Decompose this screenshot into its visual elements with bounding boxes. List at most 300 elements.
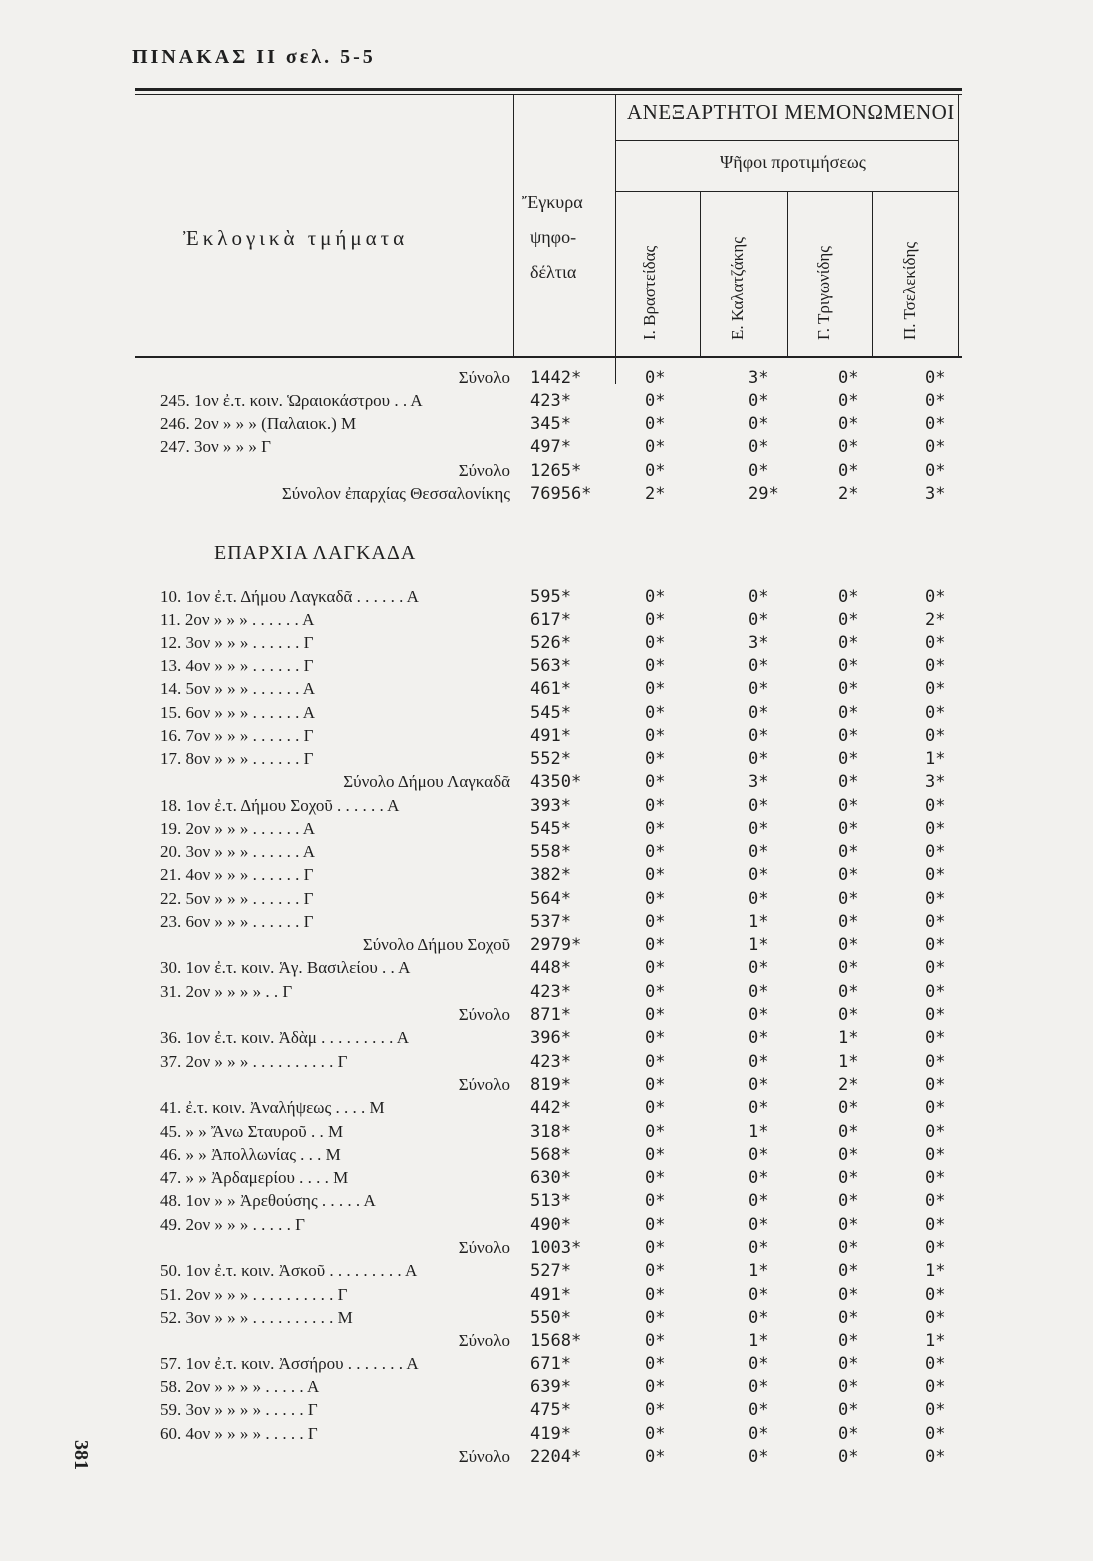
- pref-vote-cell: 0*: [925, 935, 946, 955]
- row-label: 45. » » Ἄνω Σταυροῦ . . Μ: [160, 1122, 344, 1141]
- table-row: [0, 1191, 1093, 1214]
- pref-vote-cell: 0*: [645, 1005, 666, 1025]
- table-row: [0, 437, 1093, 460]
- col-divider-c1: [700, 191, 701, 356]
- valid-ballots-cell: 1265*: [530, 461, 582, 481]
- pref-vote-cell: 0*: [838, 935, 859, 955]
- pref-vote-cell: 0*: [645, 1215, 666, 1235]
- pref-vote-cell: 0*: [748, 889, 769, 909]
- pref-vote-cell: 0*: [748, 679, 769, 699]
- pref-vote-cell: 0*: [925, 1424, 946, 1444]
- pref-vote-cell: 0*: [925, 819, 946, 839]
- pref-vote-cell: 0*: [838, 1400, 859, 1420]
- row-label: Σύνολο: [458, 1005, 510, 1024]
- total-row: [0, 935, 1093, 958]
- pref-vote-cell: 0*: [748, 1400, 769, 1420]
- pref-vote-cell: 0*: [925, 1098, 946, 1118]
- valid-ballots-cell: 1568*: [530, 1331, 582, 1351]
- candidate-header-1: Ι. Βραστείδας: [640, 245, 659, 340]
- valid-ballots-cell: 513*: [530, 1191, 571, 1211]
- pref-vote-cell: 1*: [838, 1028, 859, 1048]
- pref-vote-cell: 3*: [748, 633, 769, 653]
- pref-vote-cell: 0*: [748, 1447, 769, 1467]
- pref-vote-cell: 0*: [748, 865, 769, 885]
- pref-vote-cell: 0*: [925, 1400, 946, 1420]
- pref-vote-cell: 0*: [748, 656, 769, 676]
- sections-label: Ἐκλογικὰ τμήματα: [183, 226, 409, 250]
- pref-vote-cell: 0*: [925, 656, 946, 676]
- pref-vote-cell: 29*: [748, 484, 779, 504]
- pref-vote-cell: 3*: [748, 772, 769, 792]
- total-row: [0, 368, 1093, 391]
- pref-vote-cell: 0*: [925, 982, 946, 1002]
- pref-vote-cell: 0*: [645, 587, 666, 607]
- valid-ballots-cell: 318*: [530, 1122, 571, 1142]
- pref-vote-cell: 0*: [645, 865, 666, 885]
- pref-vote-cell: 1*: [748, 1331, 769, 1351]
- table-row: [0, 1122, 1093, 1145]
- row-label: 19. 2ον » » » . . . . . . Α: [160, 819, 316, 838]
- pref-vote-cell: 0*: [838, 912, 859, 932]
- pref-vote-cell: 0*: [838, 587, 859, 607]
- col-divider-c2: [787, 191, 788, 356]
- pref-vote-cell: 0*: [925, 587, 946, 607]
- total-row: [0, 772, 1093, 795]
- valid-ballots-cell: 526*: [530, 633, 571, 653]
- pref-vote-cell: 0*: [748, 796, 769, 816]
- valid-ballots-cell: 819*: [530, 1075, 571, 1095]
- pref-vote-cell: 0*: [645, 610, 666, 630]
- section-title: ΕΠΑΡΧΙΑ ΛΑΓΚΑΔΑ: [214, 542, 417, 564]
- valid-ballots-cell: 461*: [530, 679, 571, 699]
- table-row: [0, 1052, 1093, 1075]
- table-row: [0, 703, 1093, 726]
- pref-vote-cell: 0*: [748, 1377, 769, 1397]
- pref-vote-cell: 0*: [645, 656, 666, 676]
- pref-vote-cell: 0*: [645, 1424, 666, 1444]
- pref-vote-cell: 0*: [925, 958, 946, 978]
- valid-ballots-cell: 442*: [530, 1098, 571, 1118]
- pref-vote-cell: 0*: [748, 610, 769, 630]
- row-label: 20. 3ον » » » . . . . . . Α: [160, 842, 316, 861]
- valid-ballots-cell: 491*: [530, 1285, 571, 1305]
- valid-ballots-cell: 423*: [530, 1052, 571, 1072]
- row-label: 57. 1ον ἐ.τ. κοιν. Ἀσσήρου . . . . . . . Α: [160, 1354, 419, 1373]
- valid-ballots-cell: 419*: [530, 1424, 571, 1444]
- pref-vote-cell: 0*: [838, 368, 859, 388]
- page-title: ΠΙΝΑΚΑΣ ΙΙ σελ. 5-5: [132, 46, 376, 68]
- pref-vote-cell: 0*: [645, 1098, 666, 1118]
- col-divider-right: [958, 94, 959, 356]
- total-row: [0, 484, 1093, 507]
- pref-vote-cell: 0*: [838, 1122, 859, 1142]
- valid-ballots-cell: 563*: [530, 656, 571, 676]
- valid-ballots-cell: 490*: [530, 1215, 571, 1235]
- valid-ballots-cell: 1442*: [530, 368, 582, 388]
- total-row: [0, 1005, 1093, 1028]
- row-label: 11. 2ον » » » . . . . . . Α: [160, 610, 315, 629]
- pref-vote-cell: 0*: [645, 1285, 666, 1305]
- pref-vote-cell: 1*: [748, 935, 769, 955]
- pref-vote-cell: 0*: [838, 958, 859, 978]
- pref-vote-cell: 0*: [645, 1377, 666, 1397]
- header-bottom-rule: [135, 356, 962, 358]
- valid-label-3: δέλτια: [530, 262, 577, 282]
- row-label: 23. 6ον » » » . . . . . . Γ: [160, 912, 314, 931]
- row-label: 245. 1ον ἐ.τ. κοιν. Ὡραιοκάστρου . . Α: [160, 391, 423, 410]
- pref-vote-cell: 0*: [838, 1098, 859, 1118]
- pref-vote-cell: 0*: [838, 1191, 859, 1211]
- col-divider-valid: [615, 94, 616, 384]
- pref-vote-cell: 0*: [838, 726, 859, 746]
- row-label: 17. 8ον » » » . . . . . . Γ: [160, 749, 314, 768]
- pref-vote-cell: 0*: [748, 1424, 769, 1444]
- pref-vote-cell: 0*: [645, 958, 666, 978]
- pref-vote-cell: 0*: [645, 1354, 666, 1374]
- row-label: 18. 1ον ἐ.τ. Δήμου Σοχοῦ . . . . . . Α: [160, 796, 400, 815]
- table-row: [0, 819, 1093, 842]
- row-label: 15. 6ον » » » . . . . . . Α: [160, 703, 316, 722]
- pref-vote-cell: 0*: [838, 656, 859, 676]
- pref-vote-cell: 0*: [748, 726, 769, 746]
- table-top-rule: [135, 88, 962, 91]
- table-row: [0, 726, 1093, 749]
- pref-vote-cell: 1*: [925, 1261, 946, 1281]
- page-number: 381: [70, 1440, 92, 1470]
- pref-vote-cell: 0*: [925, 1191, 946, 1211]
- valid-ballots-cell: 448*: [530, 958, 571, 978]
- valid-ballots-cell: 527*: [530, 1261, 571, 1281]
- pref-vote-cell: 0*: [645, 772, 666, 792]
- pref-votes-title: Ψῆφοι προτιμήσεως: [720, 152, 866, 172]
- row-label: 60. 4ον » » » » . . . . . Γ: [160, 1424, 318, 1443]
- pref-vote-cell: 0*: [748, 749, 769, 769]
- pref-vote-cell: 0*: [645, 1145, 666, 1165]
- pref-vote-cell: 0*: [748, 842, 769, 862]
- valid-ballots-cell: 537*: [530, 912, 571, 932]
- pref-vote-cell: 0*: [748, 1028, 769, 1048]
- table-row: [0, 391, 1093, 414]
- pref-vote-cell: 0*: [748, 958, 769, 978]
- pref-vote-cell: 0*: [838, 1447, 859, 1467]
- row-label: 246. 2ον » » » (Παλαιοκ.) Μ: [160, 414, 357, 433]
- pref-vote-cell: 0*: [838, 610, 859, 630]
- row-label: 47. » » Ἀρδαμερίου . . . . Μ: [160, 1168, 349, 1187]
- valid-ballots-cell: 568*: [530, 1145, 571, 1165]
- row-label: Σύνολο: [458, 1238, 510, 1257]
- pref-vote-cell: 0*: [748, 391, 769, 411]
- pref-vote-cell: 0*: [838, 1285, 859, 1305]
- pref-vote-cell: 0*: [645, 1028, 666, 1048]
- total-row: [0, 1447, 1093, 1470]
- pref-vote-cell: 0*: [838, 1308, 859, 1328]
- pref-vote-cell: 1*: [748, 912, 769, 932]
- row-label: 21. 4ον » » » . . . . . . Γ: [160, 865, 314, 884]
- row-label: 37. 2ον » » » . . . . . . . . . . Γ: [160, 1052, 348, 1071]
- row-label: 48. 1ον » » Ἀρεθούσης . . . . . Α: [160, 1191, 376, 1210]
- pref-vote-cell: 0*: [748, 1052, 769, 1072]
- pref-vote-cell: 0*: [925, 437, 946, 457]
- pref-vote-cell: 0*: [645, 437, 666, 457]
- pref-vote-cell: 0*: [838, 819, 859, 839]
- pref-vote-cell: 0*: [925, 796, 946, 816]
- row-label: 52. 3ον » » » . . . . . . . . . . Μ: [160, 1308, 353, 1327]
- table-row: [0, 958, 1093, 981]
- pref-vote-cell: 0*: [838, 749, 859, 769]
- pref-vote-cell: 0*: [645, 726, 666, 746]
- pref-vote-cell: 0*: [838, 1261, 859, 1281]
- pref-vote-cell: 0*: [925, 1215, 946, 1235]
- pref-vote-cell: 0*: [748, 1215, 769, 1235]
- pref-vote-cell: 0*: [838, 796, 859, 816]
- pref-vote-cell: 2*: [925, 610, 946, 630]
- row-label: 46. » » Ἀπολλωνίας . . . Μ: [160, 1145, 341, 1164]
- valid-ballots-cell: 545*: [530, 819, 571, 839]
- pref-vote-cell: 0*: [838, 633, 859, 653]
- pref-vote-cell: 0*: [748, 414, 769, 434]
- row-label: Σύνολο: [458, 368, 510, 387]
- table-row: [0, 1098, 1093, 1121]
- valid-ballots-cell: 639*: [530, 1377, 571, 1397]
- pref-vote-cell: 0*: [838, 1005, 859, 1025]
- total-row: [0, 1238, 1093, 1261]
- row-label: Σύνολο: [458, 1447, 510, 1466]
- row-label: 14. 5ον » » » . . . . . . Α: [160, 679, 316, 698]
- valid-ballots-cell: 345*: [530, 414, 571, 434]
- pref-vote-cell: 0*: [645, 912, 666, 932]
- pref-vote-cell: 0*: [645, 461, 666, 481]
- pref-vote-cell: 2*: [838, 484, 859, 504]
- pref-vote-cell: 0*: [645, 1331, 666, 1351]
- valid-ballots-cell: 497*: [530, 437, 571, 457]
- pref-vote-cell: 0*: [838, 1354, 859, 1374]
- table-row: [0, 414, 1093, 437]
- row-label: 41. ἐ.τ. κοιν. Ἀναλήψεως . . . . Μ: [160, 1098, 385, 1117]
- pref-vote-cell: 0*: [925, 1005, 946, 1025]
- pref-vote-cell: 0*: [838, 842, 859, 862]
- row-label: 16. 7ον » » » . . . . . . Γ: [160, 726, 314, 745]
- valid-ballots-cell: 552*: [530, 749, 571, 769]
- pref-vote-cell: 1*: [838, 1052, 859, 1072]
- row-label: 22. 5ον » » » . . . . . . Γ: [160, 889, 314, 908]
- pref-vote-cell: 0*: [925, 414, 946, 434]
- candidate-header-2: Ε. Καλατζάκης: [728, 237, 747, 340]
- pref-vote-cell: 0*: [748, 819, 769, 839]
- pref-vote-cell: 0*: [925, 1122, 946, 1142]
- pref-vote-cell: 0*: [925, 1052, 946, 1072]
- pref-vote-cell: 0*: [838, 461, 859, 481]
- valid-ballots-cell: 382*: [530, 865, 571, 885]
- pref-vote-cell: 0*: [838, 1168, 859, 1188]
- table-row: [0, 749, 1093, 772]
- pref-vote-cell: 0*: [838, 437, 859, 457]
- valid-ballots-cell: 491*: [530, 726, 571, 746]
- pref-vote-cell: 0*: [645, 633, 666, 653]
- row-label: 59. 3ον » » » » . . . . . Γ: [160, 1400, 318, 1419]
- valid-ballots-cell: 550*: [530, 1308, 571, 1328]
- pref-vote-cell: 0*: [748, 1354, 769, 1374]
- table-row: [0, 633, 1093, 656]
- row-label: 58. 2ον » » » » . . . . . Α: [160, 1377, 320, 1396]
- table-row: [0, 865, 1093, 888]
- valid-ballots-cell: 558*: [530, 842, 571, 862]
- pref-vote-cell: 1*: [748, 1261, 769, 1281]
- valid-ballots-cell: 4350*: [530, 772, 582, 792]
- candidate-header-4: Π. Τσελεκίδης: [900, 241, 919, 340]
- pref-vote-cell: 0*: [838, 1145, 859, 1165]
- valid-ballots-cell: 617*: [530, 610, 571, 630]
- pref-vote-cell: 0*: [925, 1377, 946, 1397]
- pref-vote-cell: 0*: [925, 1308, 946, 1328]
- pref-vote-cell: 0*: [748, 1145, 769, 1165]
- group-title: ΑΝΕΞΑΡΤΗΤΟΙ ΜΕΜΟΝΩΜΕΝΟΙ: [627, 100, 955, 124]
- pref-vote-cell: 1*: [748, 1122, 769, 1142]
- table-row: [0, 796, 1093, 819]
- pref-vote-cell: 0*: [838, 391, 859, 411]
- pref-vote-cell: 2*: [645, 484, 666, 504]
- table-row: [0, 1377, 1093, 1400]
- table-row: [0, 1028, 1093, 1051]
- pref-vote-cell: 0*: [748, 1191, 769, 1211]
- pref-vote-cell: 0*: [838, 1424, 859, 1444]
- pref-vote-cell: 0*: [645, 1075, 666, 1095]
- group-title-rule: [615, 140, 958, 141]
- pref-vote-cell: 0*: [748, 587, 769, 607]
- valid-ballots-cell: 871*: [530, 1005, 571, 1025]
- pref-vote-cell: 0*: [925, 1447, 946, 1467]
- pref-vote-cell: 0*: [645, 819, 666, 839]
- pref-vote-cell: 0*: [838, 772, 859, 792]
- pref-vote-cell: 0*: [748, 1075, 769, 1095]
- row-label: 50. 1ον ἐ.τ. κοιν. Ἀσκοῦ . . . . . . . . . Α: [160, 1261, 418, 1280]
- pref-vote-cell: 0*: [838, 414, 859, 434]
- valid-ballots-cell: 423*: [530, 391, 571, 411]
- pref-vote-cell: 0*: [748, 1308, 769, 1328]
- row-label: 31. 2ον » » » » . . Γ: [160, 982, 293, 1001]
- pref-vote-cell: 0*: [645, 935, 666, 955]
- pref-vote-cell: 0*: [838, 865, 859, 885]
- pref-vote-cell: 0*: [925, 1168, 946, 1188]
- row-label: 36. 1ον ἐ.τ. κοιν. Ἀδὰμ . . . . . . . . . Α: [160, 1028, 410, 1047]
- table-row: [0, 1261, 1093, 1284]
- pref-vote-cell: 0*: [645, 749, 666, 769]
- pref-vote-cell: 0*: [645, 842, 666, 862]
- pref-vote-cell: 0*: [925, 1145, 946, 1165]
- pref-vote-cell: 0*: [645, 889, 666, 909]
- pref-vote-cell: 3*: [748, 368, 769, 388]
- pref-vote-cell: 3*: [925, 484, 946, 504]
- valid-ballots-cell: 2979*: [530, 935, 582, 955]
- valid-ballots-cell: 595*: [530, 587, 571, 607]
- pref-vote-cell: 0*: [645, 414, 666, 434]
- row-label: Σύνολο Δήμου Σοχοῦ: [362, 935, 510, 954]
- pref-vote-cell: 0*: [838, 1215, 859, 1235]
- valid-ballots-cell: 2204*: [530, 1447, 582, 1467]
- row-label: 247. 3ον » » » Γ: [160, 437, 272, 456]
- total-row: [0, 1075, 1093, 1098]
- pref-vote-cell: 0*: [748, 1168, 769, 1188]
- pref-vote-cell: 0*: [645, 368, 666, 388]
- table-top-rule-thin: [135, 94, 962, 95]
- valid-ballots-cell: 630*: [530, 1168, 571, 1188]
- pref-vote-cell: 0*: [645, 1238, 666, 1258]
- pref-vote-cell: 0*: [645, 391, 666, 411]
- pref-vote-cell: 0*: [748, 461, 769, 481]
- table-row: [0, 1145, 1093, 1168]
- row-label: 10. 1ον ἐ.τ. Δήμου Λαγκαδᾶ . . . . . . Α: [160, 587, 419, 606]
- pref-vote-cell: 0*: [838, 1238, 859, 1258]
- valid-ballots-cell: 76956*: [530, 484, 592, 504]
- pref-vote-cell: 0*: [645, 982, 666, 1002]
- pref-vote-cell: 0*: [925, 1028, 946, 1048]
- pref-vote-cell: 0*: [925, 703, 946, 723]
- pref-vote-cell: 3*: [925, 772, 946, 792]
- row-label: 49. 2ον » » » . . . . . Γ: [160, 1215, 306, 1234]
- pref-vote-cell: 0*: [925, 368, 946, 388]
- table-row: [0, 1308, 1093, 1331]
- pref-vote-cell: 0*: [925, 1285, 946, 1305]
- pref-vote-cell: 0*: [645, 679, 666, 699]
- valid-label-1: Ἔγκυρα: [522, 192, 583, 212]
- pref-vote-cell: 0*: [925, 633, 946, 653]
- pref-vote-cell: 0*: [748, 1238, 769, 1258]
- table-row: [0, 610, 1093, 633]
- pref-vote-cell: 0*: [645, 1191, 666, 1211]
- pref-vote-cell: 0*: [645, 703, 666, 723]
- row-label: 12. 3ον » » » . . . . . . Γ: [160, 633, 314, 652]
- pref-vote-cell: 0*: [925, 679, 946, 699]
- pref-vote-cell: 0*: [645, 1308, 666, 1328]
- row-label: Σύνολον ἐπαρχίας Θεσσαλονίκης: [281, 484, 510, 503]
- pref-vote-cell: 1*: [925, 749, 946, 769]
- pref-vote-cell: 0*: [748, 703, 769, 723]
- table-row: [0, 679, 1093, 702]
- pref-vote-cell: 0*: [748, 1285, 769, 1305]
- table-row: [0, 842, 1093, 865]
- pref-vote-cell: 0*: [925, 1238, 946, 1258]
- table-row: [0, 656, 1093, 679]
- pref-vote-cell: 0*: [838, 1377, 859, 1397]
- pref-vote-cell: 0*: [925, 889, 946, 909]
- pref-vote-cell: 0*: [748, 1005, 769, 1025]
- pref-vote-cell: 0*: [748, 982, 769, 1002]
- pref-vote-cell: 0*: [925, 461, 946, 481]
- valid-ballots-cell: 545*: [530, 703, 571, 723]
- table-row: [0, 1168, 1093, 1191]
- table-row: [0, 1400, 1093, 1423]
- pref-vote-cell: 0*: [838, 1331, 859, 1351]
- pref-vote-cell: 2*: [838, 1075, 859, 1095]
- pref-vote-cell: 0*: [838, 889, 859, 909]
- row-label: Σύνολο: [458, 461, 510, 480]
- valid-ballots-cell: 475*: [530, 1400, 571, 1420]
- valid-label-2: ψηφο-: [530, 227, 577, 247]
- pref-vote-cell: 0*: [838, 703, 859, 723]
- pref-vote-cell: 0*: [645, 1052, 666, 1072]
- pref-vote-cell: 0*: [748, 437, 769, 457]
- pref-vote-cell: 0*: [925, 865, 946, 885]
- row-label: Σύνολο: [458, 1331, 510, 1350]
- pref-vote-cell: 0*: [748, 1098, 769, 1118]
- table-row: [0, 1285, 1093, 1308]
- pref-vote-cell: 0*: [925, 726, 946, 746]
- pref-vote-cell: 0*: [645, 1122, 666, 1142]
- pref-vote-cell: 0*: [925, 842, 946, 862]
- candidate-header-3: Γ. Τριγωνίδης: [814, 245, 833, 340]
- pref-vote-cell: 0*: [925, 1354, 946, 1374]
- table-row: [0, 982, 1093, 1005]
- pref-vote-cell: 0*: [645, 1168, 666, 1188]
